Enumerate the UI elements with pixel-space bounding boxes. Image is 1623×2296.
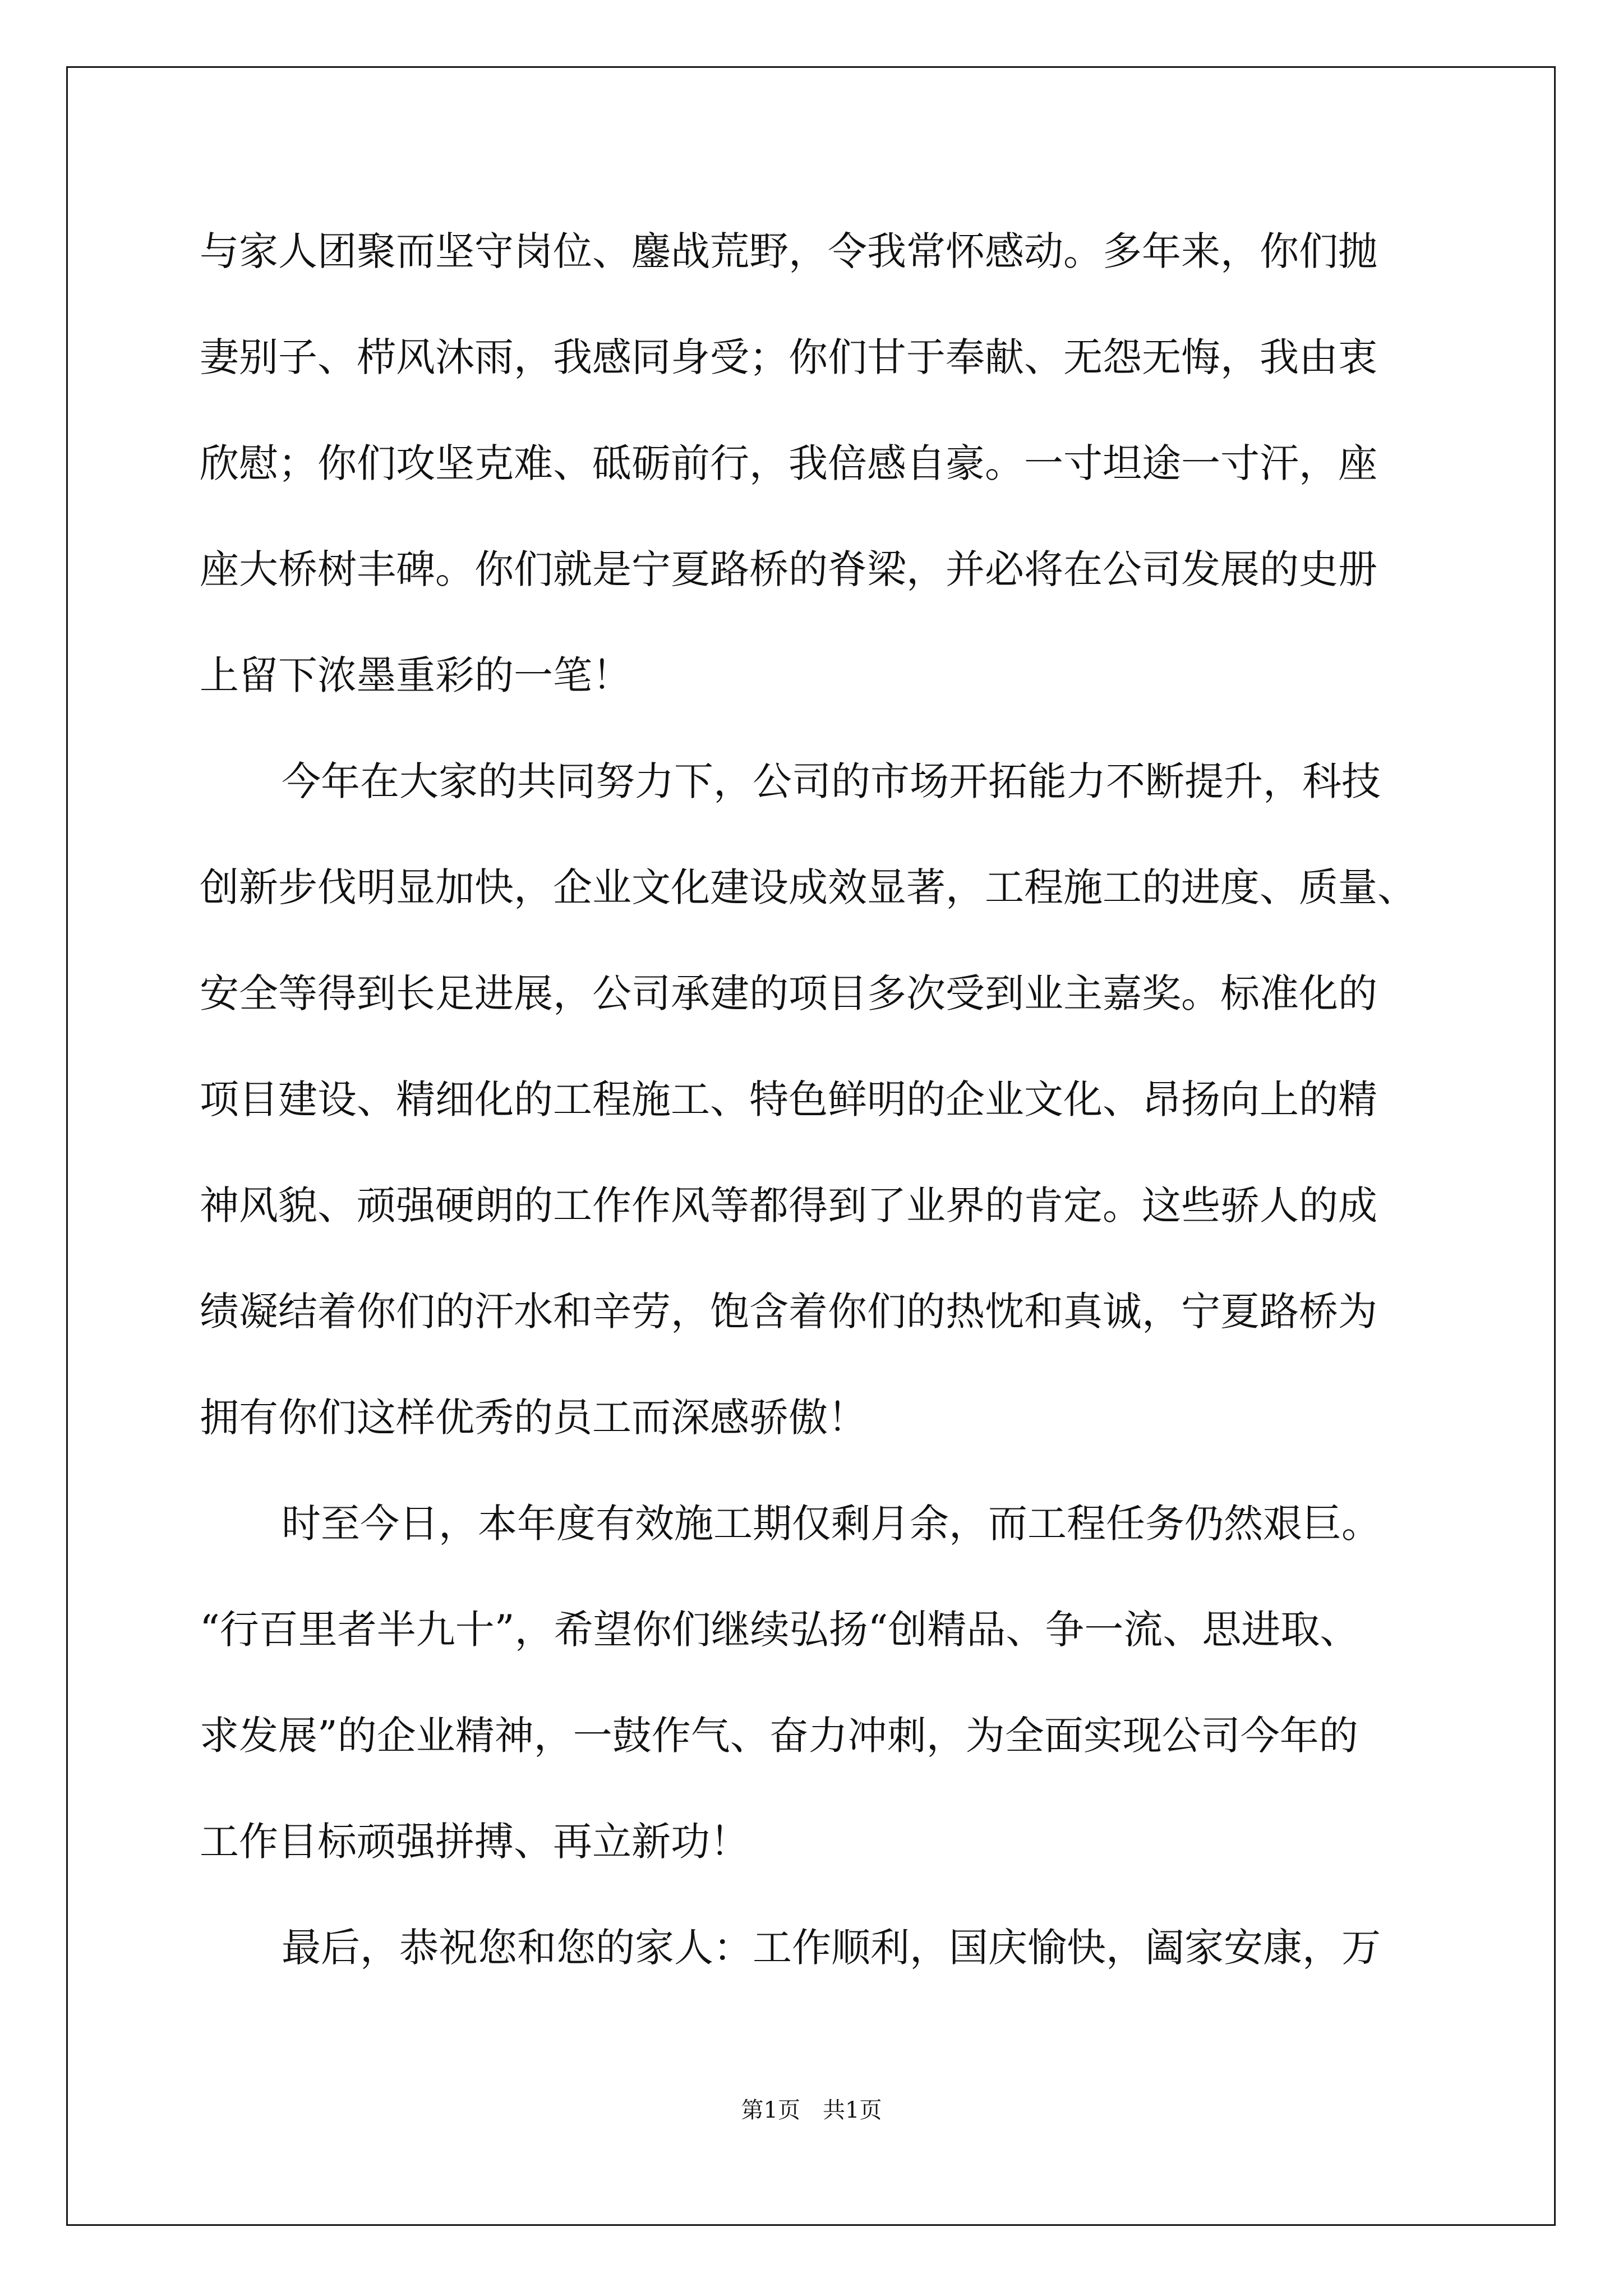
paragraph-3-line-4: 工作目标顽强拼搏、再立新功！: [200, 1819, 749, 1865]
paragraph-1-line-3: 欣慰；你们攻坚克难、砥砺前行，我倍感自豪。一寸坦途一寸汗，座: [200, 440, 1377, 486]
paragraph-2-line-4: 项目建设、精细化的工程施工、特色鲜明的企业文化、昂扬向上的精: [200, 1076, 1377, 1122]
paragraph-2-line-5: 神风貌、顽强硬朗的工作作风等都得到了业界的肯定。这些骄人的成: [200, 1182, 1377, 1228]
paragraph-1-line-5: 上留下浓墨重彩的一笔！: [200, 652, 631, 698]
document-body: [200, 223, 1439, 2026]
paragraph-1-line-4: 座大桥树丰碑。你们就是宁夏路桥的脊梁，并必将在公司发展的史册: [200, 546, 1377, 592]
paragraph-3-line-1: 时至今日，本年度有效施工期仅剩月余，而工程任务仍然艰巨。: [282, 1501, 1381, 1547]
paragraph-3-line-2: “行百里者半九十”，希望你们继续弘扬“创精品、争一流、思进取、: [200, 1607, 1359, 1653]
paragraph-2-line-2: 创新步伐明显加快，企业文化建设成效显著，工程施工的进度、质量、: [200, 864, 1417, 910]
paragraph-1-line-2: 妻别子、栉风沐雨，我感同身受；你们甘于奉献、无怨无悔，我由衷: [200, 334, 1377, 380]
paragraph-2-line-3: 安全等得到长足进展，公司承建的项目多次受到业主嘉奖。标准化的: [200, 970, 1377, 1016]
paragraph-2-line-6: 绩凝结着你们的汗水和辛劳，饱含着你们的热忱和真诚，宁夏路桥为: [200, 1289, 1377, 1335]
paragraph-4-line-1: 最后，恭祝您和您的家人：工作顺利，国庆愉快，阖家安康，万: [282, 1925, 1381, 1971]
paragraph-2-line-1: 今年在大家的共同努力下，公司的市场开拓能力不断提升，科技: [282, 758, 1381, 804]
paragraph-1-line-1: 与家人团聚而坚守岗位、鏖战荒野，令我常怀感动。多年来，你们抛: [200, 228, 1377, 274]
paragraph-2-line-7: 拥有你们这样优秀的员工而深感骄傲！: [200, 1395, 867, 1441]
paragraph-3-line-3: 求发展”的企业精神，一鼓作气、奋力冲刺，为全面实现公司今年的: [200, 1713, 1358, 1759]
page-number-footer: 第1页 共1页: [741, 2097, 882, 2123]
